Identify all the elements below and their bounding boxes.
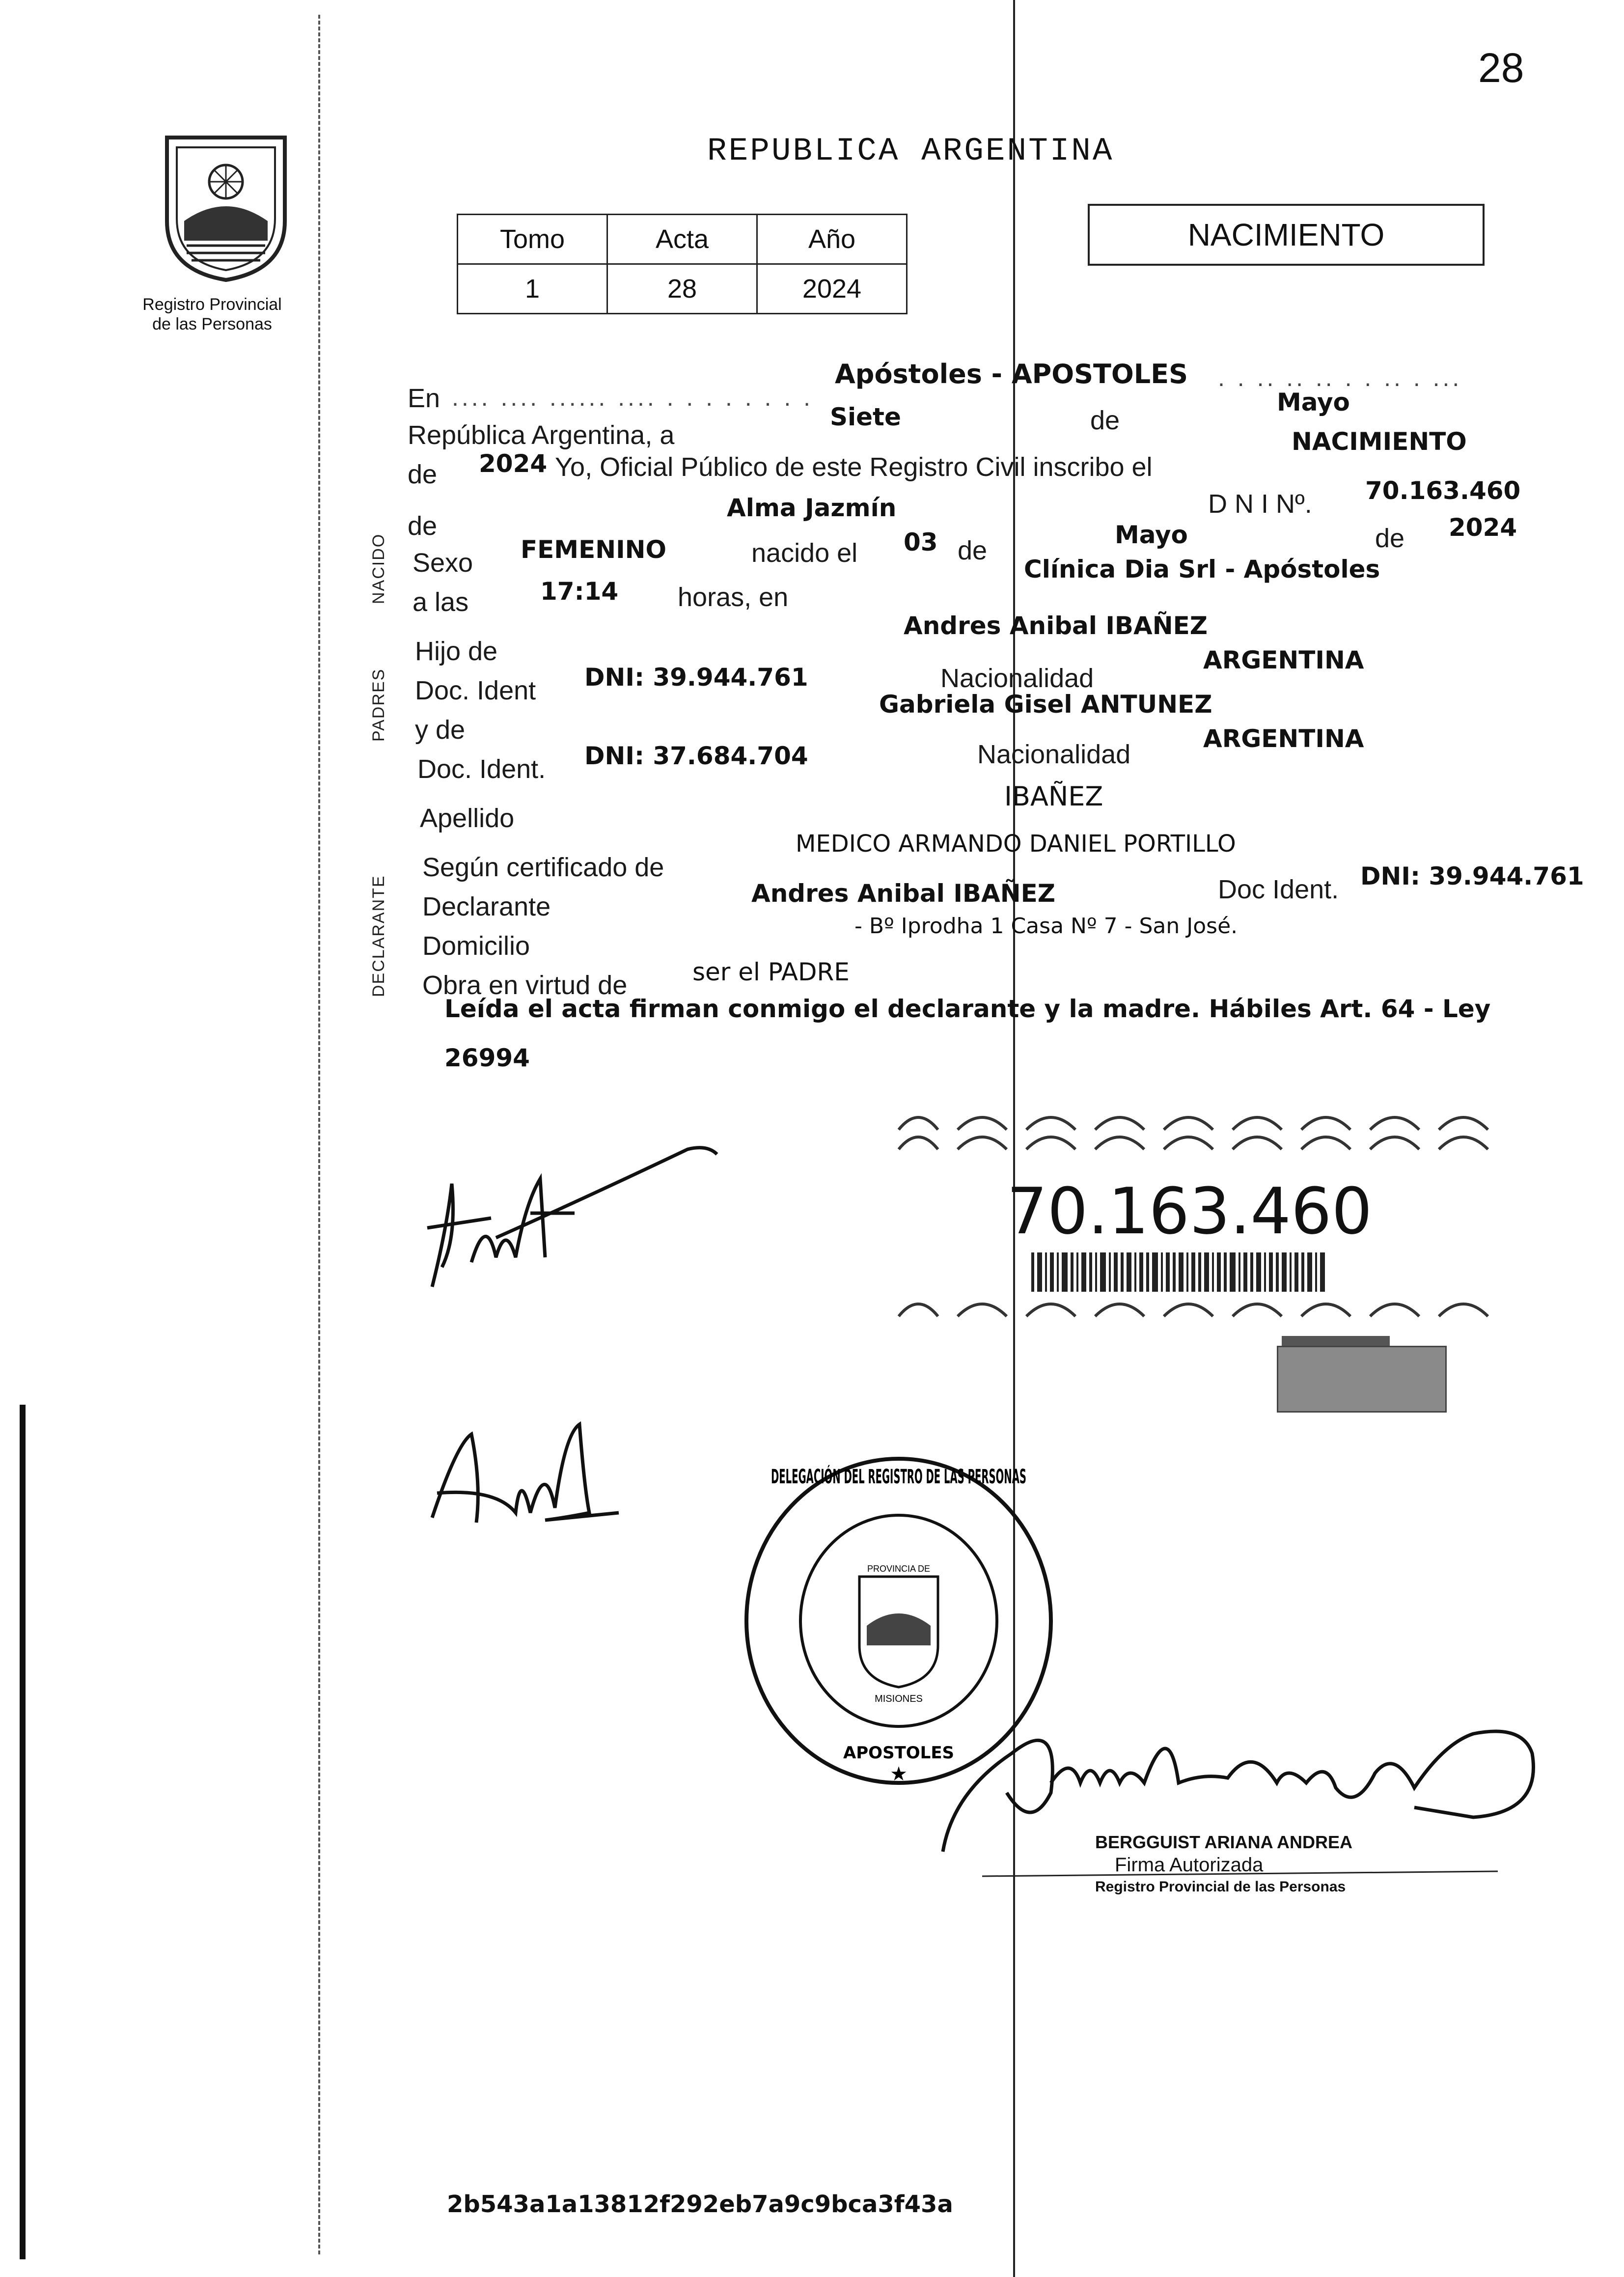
surname-value: IBAÑEZ	[1004, 781, 1103, 812]
place-value: Apóstoles - APOSTOLES	[835, 359, 1188, 389]
mother-name-value: Gabriela Gisel ANTUNEZ	[879, 690, 1212, 719]
left-seal-line1: Registro Provincial	[142, 295, 282, 314]
table-value-anio: 2024	[757, 264, 907, 314]
father-nat-value: ARGENTINA	[1203, 646, 1364, 674]
declarante-name-value: Andres Anibal IBAÑEZ	[751, 879, 1055, 908]
sex-value: FEMENINO	[521, 535, 667, 564]
sexo-label: Sexo	[413, 548, 473, 578]
dni-label: D N I Nº.	[1208, 489, 1312, 519]
mother-signature	[417, 1415, 624, 1542]
birth-year-value: 2024	[1449, 513, 1517, 542]
provincial-emblem-icon	[157, 128, 295, 285]
cert-value: MEDICO ARMANDO DANIEL PORTILLO	[796, 830, 1236, 858]
de2-label: de	[408, 460, 438, 489]
closing-text-line2: 26994	[444, 1044, 530, 1072]
register-table	[457, 214, 908, 314]
declarante-label: Declarante	[422, 892, 551, 921]
hologram-sticker	[1277, 1346, 1447, 1413]
stamp-bottom-text: APOSTOLES	[843, 1743, 955, 1763]
dot-leader: . . .. .. .. . . .. . ...	[1218, 364, 1462, 391]
stamp-star-icon: ★	[890, 1763, 908, 1785]
child-dni-value: 70.163.460	[1365, 476, 1521, 505]
birth-month-value: Mayo	[1115, 521, 1188, 549]
birth-day-value: 03	[904, 528, 938, 556]
domicilio-value: - Bº Iprodha 1 Casa Nº 7 - San José.	[854, 914, 1238, 939]
de3-label: de	[408, 511, 438, 541]
official-org: Registro Provincial de las Personas	[1095, 1879, 1346, 1895]
republica-label: República Argentina, a	[408, 420, 675, 450]
birth-place-value: Clínica Dia Srl - Apóstoles	[1024, 555, 1380, 583]
doc-ident-label: Doc Ident.	[1218, 875, 1339, 904]
mother-doc-value: DNI: 37.684.704	[584, 742, 808, 770]
apellido-label: Apellido	[420, 804, 515, 833]
closing-text-line1: Leída el acta firman conmigo el declarante y la madre. Hábiles Art. 64 - Ley	[444, 995, 1491, 1023]
record-type-box: NACIMIENTO	[1088, 204, 1485, 266]
country-heading: REPUBLICA ARGENTINA	[707, 133, 1114, 169]
nacionalidad2-label: Nacionalidad	[977, 740, 1131, 769]
nacionalidad-label: Nacionalidad	[940, 664, 1094, 693]
en-label: En	[408, 384, 440, 413]
official-title: Firma Autorizada	[1115, 1854, 1264, 1876]
official-name: BERGGUIST ARIANA ANDREA	[1095, 1832, 1353, 1852]
child-name-value: Alma Jazmín	[727, 494, 897, 522]
security-label	[899, 1105, 1488, 1351]
month-value: Mayo	[1277, 388, 1350, 417]
left-seal-line2: de las Personas	[152, 315, 272, 333]
table-value-tomo: 1	[458, 264, 607, 314]
de5-label: de	[1375, 524, 1405, 553]
hijo-label: Hijo de	[415, 637, 498, 666]
document-hash: 2b543a1a13812f292eb7a9c9bca3f43a	[447, 2191, 953, 2218]
left-margin-line	[318, 15, 320, 2254]
inscribo-text: Yo, Oficial Público de este Registro Civil inscribo el	[555, 452, 1153, 482]
table-header-acta: Acta	[607, 215, 757, 264]
docid-label: Doc. Ident	[415, 676, 536, 705]
nacido-label: nacido el	[751, 538, 858, 568]
stamp-inner-top: PROVINCIA DE	[867, 1564, 931, 1574]
domicilio-label: Domicilio	[422, 931, 530, 961]
left-seal-caption	[129, 295, 296, 334]
security-number: 70.163.460	[1007, 1174, 1373, 1249]
stamp-inner-bottom: MISIONES	[875, 1694, 923, 1704]
dot-leader: .... .... ...... .... . . . . . . . .	[452, 384, 813, 411]
declarante-doc-value: DNI: 39.944.761	[1360, 862, 1584, 890]
table-header-tomo: Tomo	[458, 215, 607, 264]
de-label: de	[1090, 406, 1120, 435]
event-value: NACIMIENTO	[1292, 427, 1467, 456]
declarant-signature	[413, 1139, 727, 1316]
section-label-declarante: DECLARANTE	[369, 875, 388, 997]
page-number: 28	[1478, 45, 1524, 91]
day-word-value: Siete	[830, 403, 901, 431]
birth-time-value: 17:14	[540, 577, 619, 606]
alas-label: a las	[413, 587, 469, 617]
cert-label: Según certificado de	[422, 853, 664, 882]
section-label-nacido: NACIDO	[369, 533, 388, 604]
stamp-ring-text: DELEGACIÓN DEL REGISTRO DE LAS PERSONAS	[771, 1466, 1292, 1488]
father-name-value: Andres Anibal IBAÑEZ	[904, 611, 1208, 640]
table-header-anio: Año	[757, 215, 907, 264]
obra-label: Obra en virtud de	[422, 971, 628, 1000]
table-value-acta: 28	[607, 264, 757, 314]
obra-value: ser el PADRE	[692, 958, 850, 986]
yde-label: y de	[415, 715, 466, 745]
section-label-padres: PADRES	[369, 668, 388, 742]
father-doc-value: DNI: 39.944.761	[584, 663, 808, 692]
scan-edge-bar	[20, 1405, 26, 2259]
de4-label: de	[958, 536, 988, 565]
docid2-label: Doc. Ident.	[417, 754, 546, 784]
horas-label: horas, en	[678, 583, 789, 612]
mother-nat-value: ARGENTINA	[1203, 724, 1364, 753]
year-value: 2024	[479, 449, 548, 478]
